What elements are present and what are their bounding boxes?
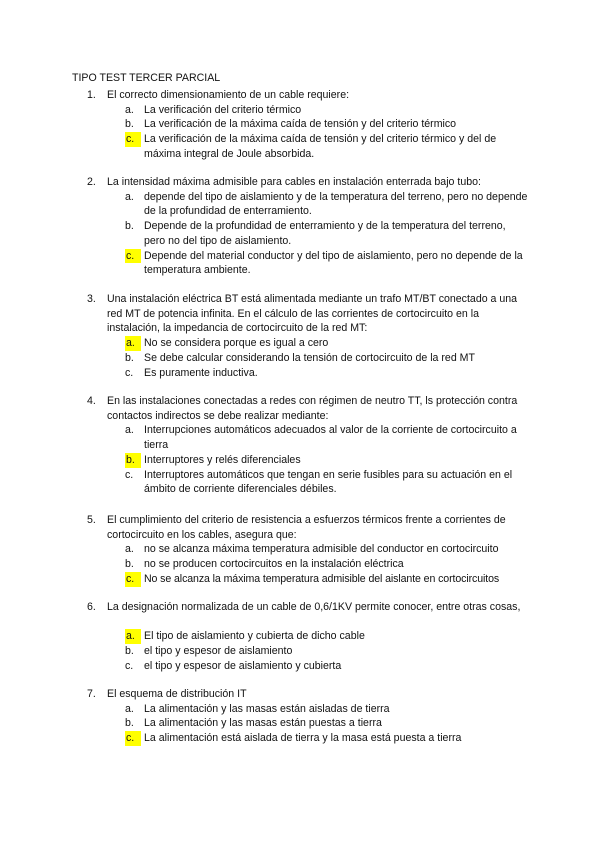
option-text: Se debe calcular considerando la tensión de cortocircuito de la red MT: [144, 351, 475, 364]
question-number: 2.: [87, 176, 96, 188]
option-text: La alimentación está aislada de tierra y la masa está puesta a tierra: [144, 732, 462, 745]
option-text: el tipo y espesor de aislamiento: [144, 645, 293, 658]
option-letter-highlighted: b.: [125, 453, 141, 468]
option-letter: c.: [125, 366, 134, 379]
option-letter: b.: [125, 717, 134, 730]
option-letter: b.: [125, 645, 134, 658]
option-text: Es puramente inductiva.: [144, 366, 258, 379]
question-number: 1.: [87, 89, 96, 101]
option-text: no se alcanza máxima temperatura admisible del conductor en cortocircuito: [144, 543, 499, 556]
option-letter: b.: [125, 220, 134, 233]
page-title: TIPO TEST TERCER PARCIAL: [72, 72, 221, 84]
option-text: El tipo de aislamiento y cubierta de dicho cable: [144, 630, 365, 643]
option-text: Interrupciones automáticos adecuados al valor de la corriente de cortocircuito a tierra: [144, 424, 517, 452]
option-letter-highlighted: a.: [125, 336, 141, 351]
question-text: La intensidad máxima admisible para cables en instalación enterrada bajo tubo:: [107, 176, 481, 188]
option-letter: a.: [125, 702, 134, 715]
option-letter: a.: [125, 543, 134, 556]
question-text: La designación normalizada de un cable de 0,6/1KV permite conocer, entre otras cosas,: [107, 601, 521, 613]
option-text: Depende del material conductor y del tipo de aislamiento, pero no depende de la temperatura ambiente.: [144, 249, 523, 277]
question-text: Una instalación eléctrica BT está alimentada mediante un trafo MT/BT conectado a una red MT de potencia infinita. En el cálculo de las corrientes de cortocircuito en la instalación, la impedancia de cortocircuito de la red MT:: [107, 293, 518, 335]
question-number: 3.: [87, 293, 96, 305]
option-text: depende del tipo de aislamiento y de la temperatura del terreno, pero no depende de la profundidad de enterramiento.: [144, 190, 528, 218]
option-letter-highlighted: c.: [125, 731, 141, 746]
option-letter: c.: [125, 468, 134, 481]
option-letter: b.: [125, 118, 134, 131]
option-text: La alimentación y las masas están aisladas de tierra: [144, 702, 390, 715]
option-text: No se alcanza la máxima temperatura admisible del aislante en cortocircuitos: [144, 572, 500, 585]
option-letter-highlighted: c.: [125, 249, 141, 264]
option-letter: a.: [125, 103, 134, 116]
option-letter: b.: [125, 558, 134, 571]
question-number: 6.: [87, 601, 96, 613]
option-text: No se considera porque es igual a cero: [144, 337, 329, 350]
question-text: El correcto dimensionamiento de un cable requiere:: [107, 89, 350, 101]
option-letter: a.: [125, 424, 134, 437]
option-text: Interruptores y relés diferenciales: [144, 453, 301, 466]
option-text: La verificación de la máxima caída de tensión y del criterio térmico y del de máxima integral de Joule absorbida.: [144, 133, 497, 160]
question-text: El esquema de distribución IT: [107, 688, 247, 700]
option-letter: a.: [125, 190, 134, 203]
option-letter: c.: [125, 659, 134, 672]
option-text: La alimentación y las masas están puestas a tierra: [144, 717, 382, 730]
option-letter: b.: [125, 351, 134, 364]
option-text: Interruptores automáticos que tengan en serie fusibles para su actuación en el ámbito de corriente diferenciales débiles.: [144, 468, 513, 496]
option-text: no se producen cortocircuitos en la instalación eléctrica: [144, 558, 404, 571]
question-text: En las instalaciones conectadas a redes con régimen de neutro TT, ls protección contra contactos indirectos se debe realizar mediante:: [107, 395, 518, 422]
question-number: 5.: [87, 514, 96, 526]
option-text: el tipo y espesor de aislamiento y cubierta: [144, 659, 342, 672]
option-letter-highlighted: c.: [125, 132, 141, 147]
option-text: La verificación del criterio térmico: [144, 103, 302, 116]
question-number: 7.: [87, 688, 96, 700]
option-text: La verificación de la máxima caída de tensión y del criterio térmico: [144, 118, 457, 131]
option-letter-highlighted: a.: [125, 629, 141, 644]
question-text: El cumplimiento del criterio de resistencia a esfuerzos térmicos frente a corrientes de cortocircuito en los cables, asegura que:: [107, 514, 506, 541]
option-text: Depende de la profundidad de enterramiento y de la temperatura del terreno, pero no del tipo de aislamiento.: [144, 220, 506, 247]
question-number: 4.: [87, 395, 96, 407]
option-letter-highlighted: c.: [125, 572, 141, 587]
